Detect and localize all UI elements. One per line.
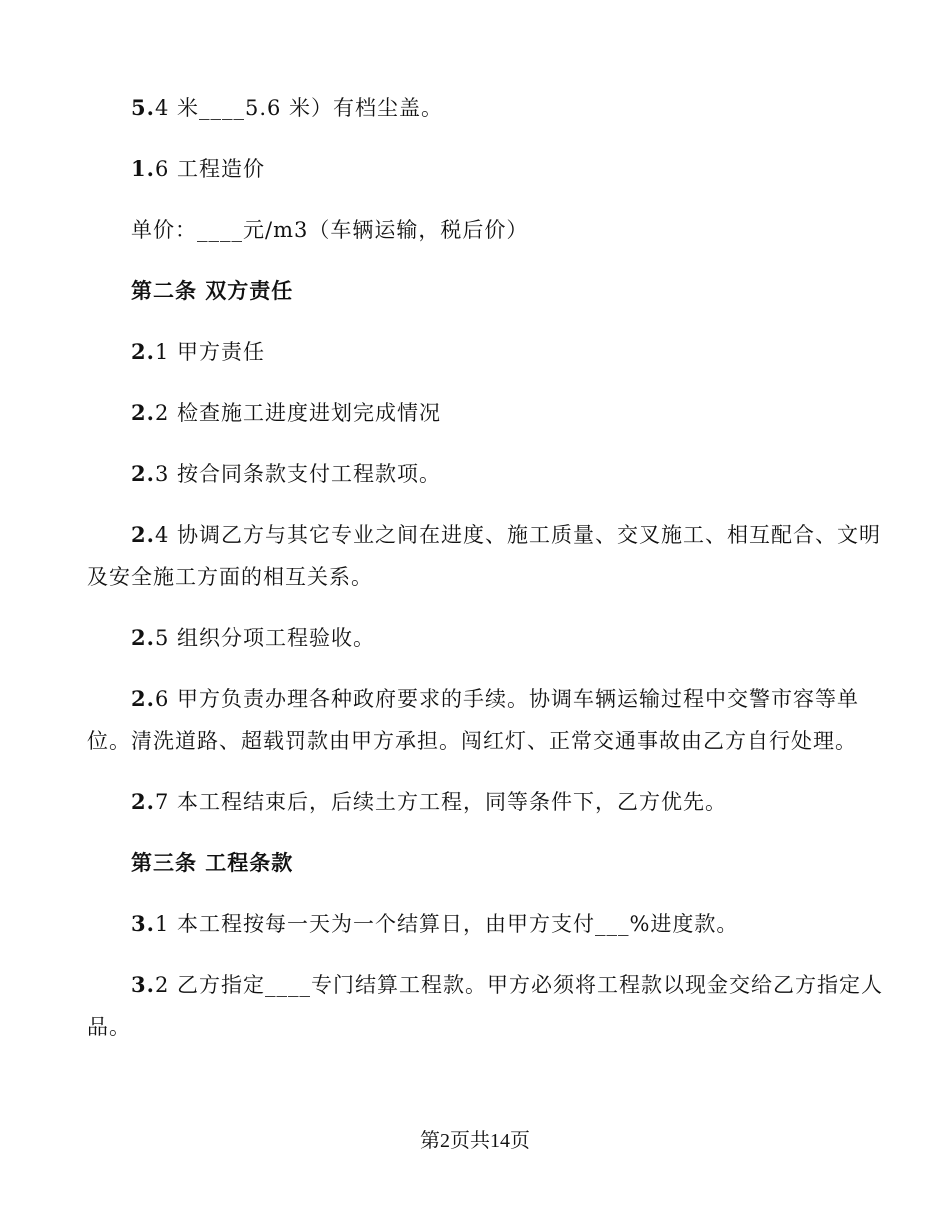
clause-text: 及安全施工方面的相互关系。: [87, 565, 373, 589]
paragraph-2-3: [0, 453, 950, 495]
paragraph-2-4-continued: [0, 556, 950, 598]
clause-text: 5 组织分项工程验收。: [154, 626, 375, 650]
paragraph-2-6: [0, 678, 950, 720]
clause-text: 位。清洗道路、超载罚款由甲方承担。闯红灯、正常交通事故由乙方自行处理。: [87, 729, 857, 753]
clause-number: 2.: [131, 522, 155, 547]
clause-text: 6 甲方负责办理各种政府要求的手续。协调车辆运输过程中交警市容等单: [154, 687, 859, 711]
clause-text: 4 米____5.6 米）有档尘盖。: [154, 96, 444, 120]
clause-text: 1 本工程按每一天为一个结算日，由甲方支付___%进度款。: [154, 912, 739, 936]
paragraph-5-4: [0, 87, 950, 129]
clause-number: 2.: [131, 625, 155, 650]
clause-number: 5.: [131, 95, 155, 120]
section-heading-2: [0, 270, 950, 312]
page-number-label: 第2页共14页: [420, 1130, 530, 1152]
section-heading-3: [0, 842, 950, 884]
clause-number: 2.: [131, 339, 155, 364]
clause-number: 3.: [131, 911, 155, 936]
clause-number: 1.: [131, 156, 155, 181]
section-title: 第三条 工程条款: [131, 851, 294, 875]
clause-text: 3 按合同条款支付工程款项。: [154, 462, 441, 486]
clause-text: 1 甲方责任: [154, 340, 265, 364]
paragraph-2-6-continued: [0, 720, 950, 762]
paragraph-3-2: [0, 964, 950, 1006]
paragraph-1-6: [0, 148, 950, 190]
page-footer: [0, 1123, 950, 1159]
paragraph-unit-price: [0, 209, 950, 251]
clause-number: 2.: [131, 686, 155, 711]
clause-number: 2.: [131, 461, 155, 486]
clause-text: 4 协调乙方与其它专业之间在进度、施工质量、交叉施工、相互配合、文明: [154, 523, 881, 547]
section-title: 第二条 双方责任: [131, 279, 294, 303]
paragraph-2-5: [0, 617, 950, 659]
clause-text: 2 乙方指定____专门结算工程款。甲方必须将工程款以现金交给乙方指定人: [154, 973, 883, 997]
clause-text: 品。: [87, 1015, 131, 1039]
clause-number: 2.: [131, 789, 155, 814]
clause-text: 单价：____元/m3（车辆运输，税后价）: [131, 218, 529, 242]
paragraph-2-7: [0, 781, 950, 823]
paragraph-3-1: [0, 903, 950, 945]
clause-text: 2 检查施工进度进划完成情况: [154, 401, 441, 425]
clause-text: 6 工程造价: [154, 157, 265, 181]
paragraph-3-2-continued: [0, 1006, 950, 1048]
clause-text: 7 本工程结束后，后续土方工程，同等条件下，乙方优先。: [154, 790, 727, 814]
paragraph-2-1: [0, 331, 950, 373]
clause-number: 3.: [131, 972, 155, 997]
clause-number: 2.: [131, 400, 155, 425]
paragraph-2-2: [0, 392, 950, 434]
paragraph-2-4: [0, 514, 950, 556]
